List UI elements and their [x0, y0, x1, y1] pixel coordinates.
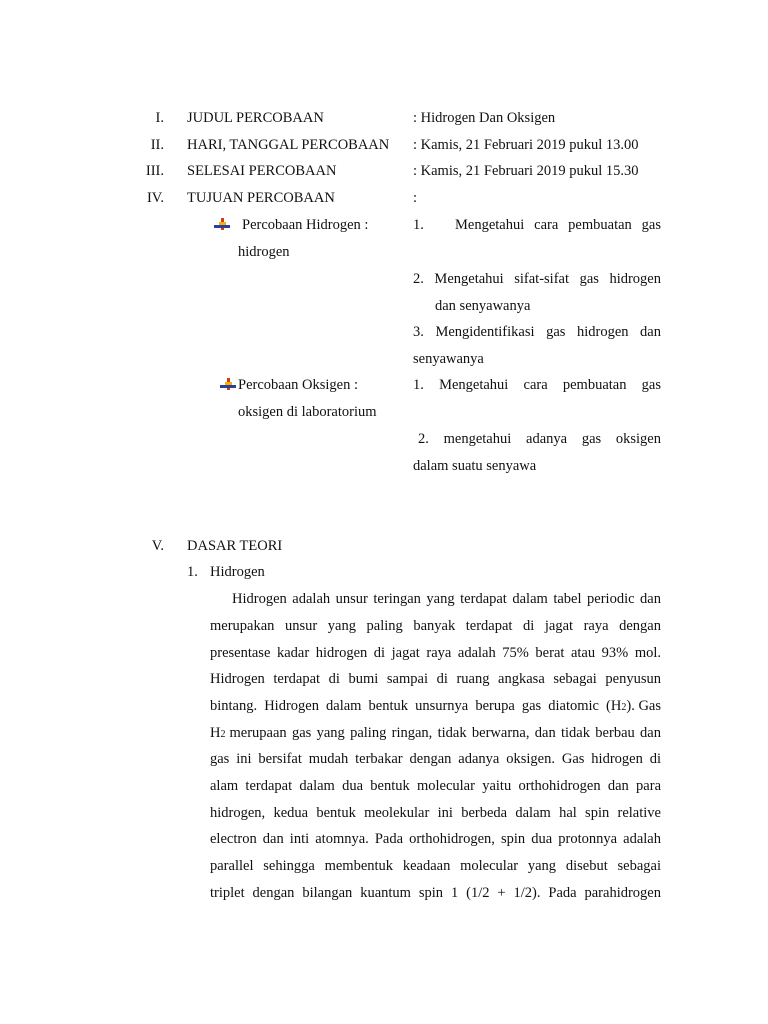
- tujuan-label-cont: oksigen di laboratorium: [238, 404, 377, 420]
- goal-text: 2. mengetahui adanya gas oksigen: [418, 431, 661, 447]
- goal-text-cont: senyawanya: [413, 351, 484, 367]
- paragraph-line: hidrogen, kedua bentuk meolekular ini berbeda dalam hal spin relative: [210, 805, 661, 821]
- tujuan-label: Percobaan Hidrogen :: [242, 217, 369, 233]
- paragraph-line: triplet dengan bilangan kuantum spin 1 (1/2 + 1/2). Pada parahidrogen: [210, 885, 661, 901]
- row-value: :: [413, 190, 418, 206]
- bullet-icon: [220, 378, 236, 392]
- paragraph-line: presentase kadar hidrogen di jagat raya adalah 75% berat atau 93% mol.: [210, 645, 661, 661]
- paragraph-line: Hidrogen adalah unsur teringan yang terdapat dalam tabel periodic dan: [232, 591, 661, 607]
- paragraph-line: alam terdapat dalam dua bentuk molecular yaitu orthohidrogen dan para: [210, 778, 661, 794]
- subsection-number: 1.: [187, 564, 198, 580]
- paragraph-line: parallel sehingga membentuk keadaan molecular yang disebut sebagai: [210, 858, 661, 874]
- row-value: : Hidrogen Dan Oksigen: [413, 110, 556, 126]
- row-num: III.: [145, 163, 164, 179]
- paragraph-line: Hidrogen terdapat di bumi sampai di ruang angkasa sebagai penyusun: [210, 671, 661, 687]
- row-num: I.: [155, 110, 164, 126]
- row-label: HARI, TANGGAL PERCOBAAN: [187, 137, 390, 153]
- goal-text: Mengetahui cara pembuatan gas: [455, 217, 661, 233]
- row-label: SELESAI PERCOBAAN: [187, 163, 337, 179]
- paragraph-line: bintang. Hidrogen dalam bentuk unsurnya berupa gas diatomic (H 2 ). Gas: [210, 698, 661, 714]
- paragraph-line: H 2 merupaan gas yang paling ringan, tidak berwarna, dan tidak berbau dan: [210, 725, 661, 741]
- goal-text: 1. Mengetahui cara pembuatan gas: [413, 377, 661, 393]
- row-label: JUDUL PERCOBAAN: [187, 110, 324, 126]
- bullet-icon: [214, 218, 230, 232]
- row-label: TUJUAN PERCOBAAN: [187, 190, 335, 206]
- paragraph-line: merupakan unsur yang paling banyak terdapat di jagat raya dengan: [210, 618, 661, 634]
- row-num: II.: [150, 137, 164, 153]
- row-value: : Kamis, 21 Februari 2019 pukul 13.00: [413, 137, 639, 153]
- goal-number: 1.: [413, 217, 424, 233]
- section-heading: DASAR TEORI: [187, 538, 283, 554]
- tujuan-label-cont: hidrogen: [238, 244, 290, 260]
- subsection-heading: Hidrogen: [210, 564, 265, 580]
- row-value: : Kamis, 21 Februari 2019 pukul 15.30: [413, 163, 639, 179]
- goal-text-cont: dalam suatu senyawa: [413, 458, 537, 474]
- tujuan-label: Percobaan Oksigen :: [238, 377, 358, 393]
- section-number: V.: [151, 538, 164, 554]
- row-num: IV.: [146, 190, 164, 206]
- goal-text-cont: dan senyawanya: [435, 298, 531, 314]
- goal-text: 3. Mengidentifikasi gas hidrogen dan: [413, 324, 661, 340]
- goal-text: 2. Mengetahui sifat-sifat gas hidrogen: [413, 271, 661, 287]
- paragraph-line: electron dan inti atomnya. Pada orthohidrogen, spin dua protonnya adalah: [210, 831, 661, 847]
- paragraph-line: gas ini bersifat mudah terbakar dengan adanya oksigen. Gas hidrogen di: [210, 751, 661, 767]
